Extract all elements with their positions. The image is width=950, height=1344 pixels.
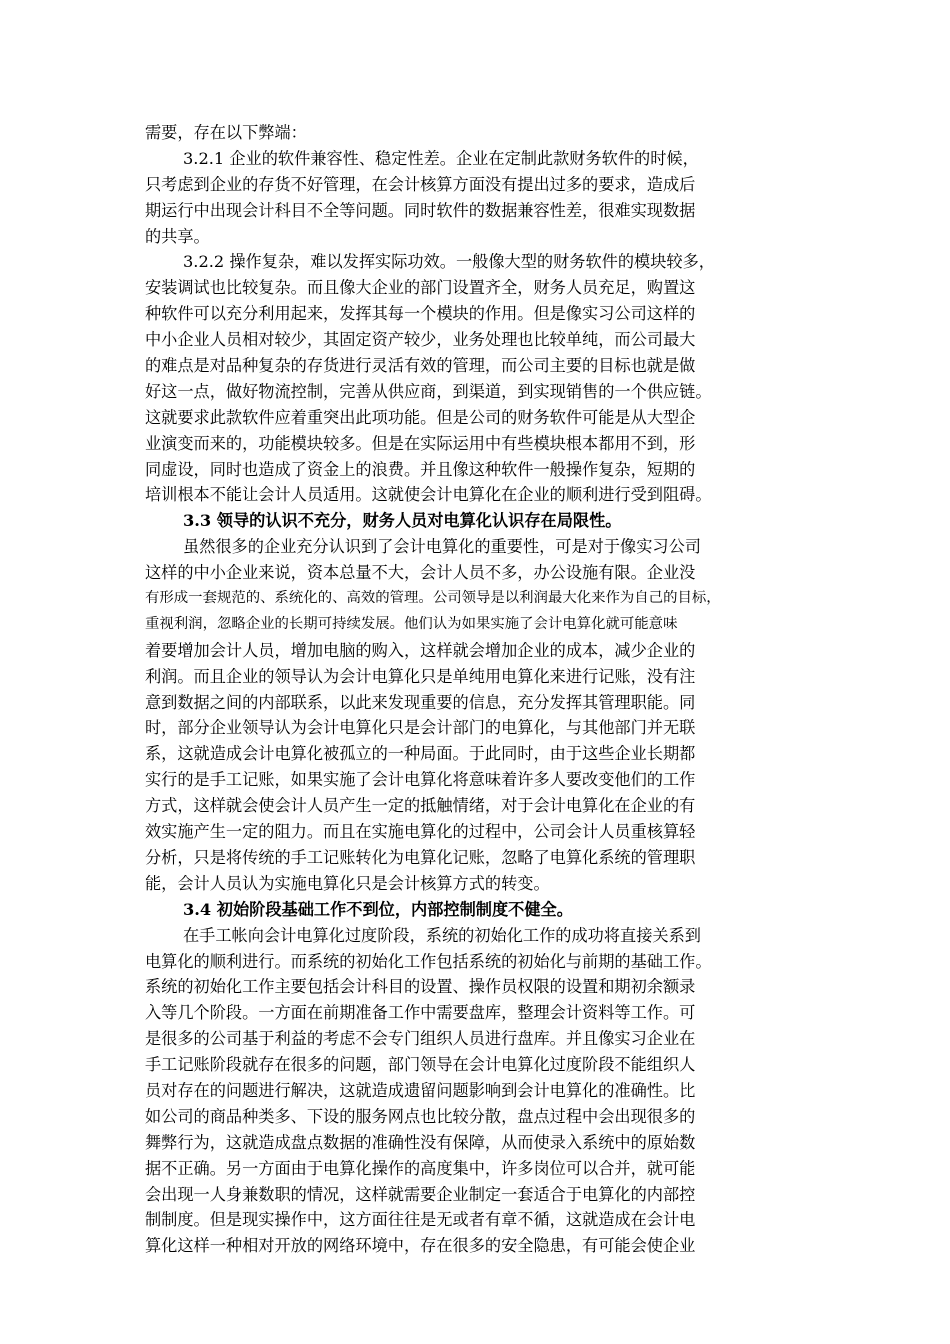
paragraph-line: 系统的初始化工作主要包括会计科目的设置、操作员权限的设置和期初余额录 [145, 977, 696, 997]
paragraph-line: 方式，这样就会使会计人员产生一定的抵触情绪，对于会计电算化在企业的有 [145, 796, 696, 816]
paragraph-line: 这就要求此款软件应着重突出此项功能。但是公司的财务软件可能是从大型企 [145, 407, 696, 427]
paragraph-line: 需要，存在以下弊端： [145, 123, 307, 142]
paragraph-line: 重视利润，忽略企业的长期可持续发展。他们认为如果实施了会计电算化就可能意味 [145, 615, 678, 632]
paragraph-line: 电算化的顺利进行。而系统的初始化工作包括系统的初始化与前期的基础工作。 [145, 951, 712, 971]
paragraph-line: 意到数据之间的内部联系，以此来发现重要的信息，充分发挥其管理职能。同 [145, 692, 696, 712]
paragraph-line: 能，会计人员认为实施电算化只是会计核算方式的转变。 [145, 873, 550, 893]
paragraph-line: 只考虑到企业的存货不好管理，在会计核算方面没有提出过多的要求，造成后 [145, 174, 696, 194]
paragraph-line: 3.2.2 操作复杂，难以发挥实际功效。一般像大型的财务软件的模块较多， [183, 252, 715, 272]
paragraph-line: 安装调试也比较复杂。而且像大企业的部门设置齐全，财务人员充足，购置这 [145, 278, 696, 298]
paragraph-line: 的共享。 [145, 226, 210, 246]
section-heading: 3.3 领导的认识不充分，财务人员对电算化认识存在局限性。 [183, 511, 622, 531]
paragraph-line: 这样的中小企业来说，资本总量不大，会计人员不多，办公设施有限。企业没 [145, 563, 696, 583]
paragraph-line: 时，部分企业领导认为会计电算化只是会计部门的电算化，与其他部门并无联 [145, 718, 696, 738]
paragraph-line: 期运行中出现会计科目不全等问题。同时软件的数据兼容性差，很难实现数据 [145, 200, 696, 220]
paragraph-line: 实行的是手工记账，如果实施了会计电算化将意味着许多人要改变他们的工作 [145, 770, 696, 790]
paragraph-line: 培训根本不能让会计人员适用。这就使会计电算化在企业的顺利进行受到阻碍。 [145, 485, 712, 505]
paragraph-line: 制制度。但是现实操作中，这方面往往是无或者有章不循，这就造成在会计电 [145, 1210, 696, 1230]
paragraph-line: 好这一点，做好物流控制，完善从供应商，到渠道，到实现销售的一个供应链。 [145, 381, 712, 401]
paragraph-line: 系，这就造成会计电算化被孤立的一种局面。于此同时，由于这些企业长期都 [145, 744, 696, 764]
paragraph-line: 的难点是对品种复杂的存货进行灵活有效的管理，而公司主要的目标也就是做 [145, 356, 696, 376]
paragraph-line: 是很多的公司基于利益的考虑不会专门组织人员进行盘库。并且像实习企业在 [145, 1029, 696, 1049]
paragraph-line: 同虚设，同时也造成了资金上的浪费。并且像这种软件一般操作复杂，短期的 [145, 459, 696, 479]
paragraph-line: 在手工帐向会计电算化过度阶段，系统的初始化工作的成功将直接关系到 [183, 925, 701, 945]
paragraph-line: 着要增加会计人员，增加电脑的购入，这样就会增加企业的成本，减少企业的 [145, 640, 696, 660]
paragraph-line: 业演变而来的，功能模块较多。但是在实际运用中有些模块根本都用不到，形 [145, 433, 696, 453]
paragraph-line: 如公司的商品种类多、下设的服务网点也比较分散，盘点过程中会出现很多的 [145, 1106, 696, 1126]
section-heading: 3.4 初始阶段基础工作不到位，内部控制制度不健全。 [183, 899, 573, 919]
paragraph-line: 虽然很多的企业充分认识到了会计电算化的重要性，可是对于像实习公司 [183, 537, 701, 557]
paragraph-line: 3.2.1 企业的软件兼容性、稳定性差。企业在定制此款财务软件的时候， [183, 148, 699, 168]
paragraph-line: 手工记账阶段就存在很多的问题，部门领导在会计电算化过度阶段不能组织人 [145, 1055, 696, 1075]
paragraph-line: 种软件可以充分利用起来，发挥其每一个模块的作用。但是像实习公司这样的 [145, 304, 696, 324]
paragraph-line: 入等几个阶段。一方面在前期准备工作中需要盘库，整理会计资料等工作。可 [145, 1003, 696, 1023]
paragraph-line: 中小企业人员相对较少，其固定资产较少，业务处理也比较单纯，而公司最大 [145, 330, 696, 350]
paragraph-line: 利润。而且企业的领导认为会计电算化只是单纯用电算化来进行记账，没有注 [145, 666, 696, 686]
paragraph-line: 有形成一套规范的、系统化的、高效的管理。公司领导是以利润最大化来作为自己的目标， [145, 590, 721, 607]
paragraph-line: 算化这样一种相对开放的网络环境中，存在很多的安全隐患，有可能会使企业 [145, 1236, 696, 1256]
paragraph-line: 舞弊行为，这就造成盘点数据的准确性没有保障，从而使录入系统中的原始数 [145, 1132, 696, 1152]
paragraph-line: 员对存在的问题进行解决，这就造成遗留问题影响到会计电算化的准确性。比 [145, 1080, 696, 1100]
paragraph-line: 分析，只是将传统的手工记账转化为电算化记账，忽略了电算化系统的管理职 [145, 847, 696, 867]
paragraph-line: 会出现一人身兼数职的情况，这样就需要企业制定一套适合于电算化的内部控 [145, 1184, 696, 1204]
document-page [145, 120, 815, 1259]
paragraph-line: 效实施产生一定的阻力。而且在实施电算化的过程中，公司会计人员重核算轻 [145, 822, 696, 842]
paragraph-line: 据不正确。另一方面由于电算化操作的高度集中，许多岗位可以合并，就可能 [145, 1158, 696, 1178]
